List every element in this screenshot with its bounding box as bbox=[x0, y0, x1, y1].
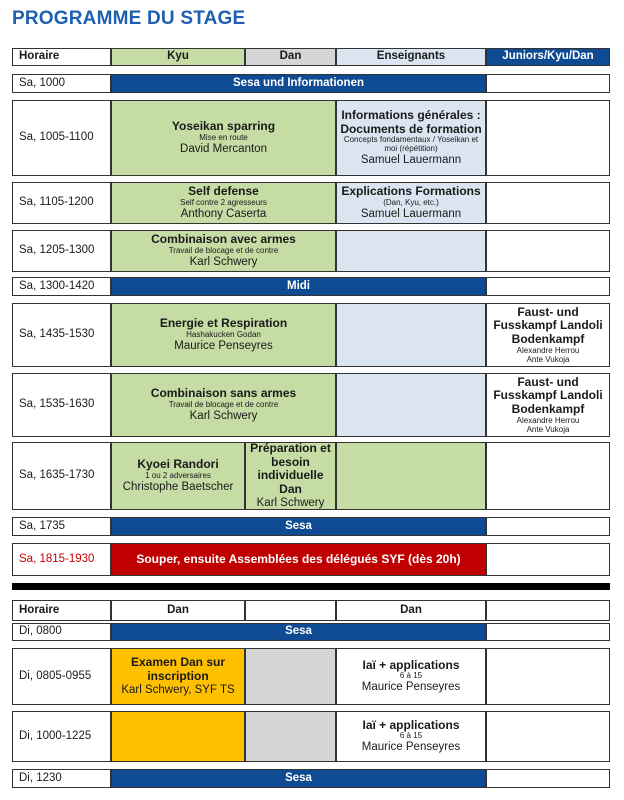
time-cell: Di, 1230 bbox=[12, 769, 111, 788]
time-cell: Sa, 1005-1100 bbox=[12, 100, 111, 176]
banner-sesa: Sesa bbox=[111, 769, 486, 788]
time-cell: Di, 0805-0955 bbox=[12, 648, 111, 705]
session-teacher: David Mercanton bbox=[180, 142, 267, 155]
session-self-defense bbox=[111, 182, 336, 224]
session-teacher: Karl Schwery bbox=[189, 255, 258, 268]
session-teacher: Samuel Lauermann bbox=[360, 207, 462, 220]
session-title: Iaï + applications bbox=[362, 657, 460, 672]
session-combinaison-sans-armes bbox=[111, 373, 336, 437]
session-teacher: Maurice Penseyres bbox=[361, 741, 461, 754]
session-iai-applications bbox=[336, 711, 486, 762]
empty-cell bbox=[245, 648, 336, 705]
header-dan: Dan bbox=[245, 48, 336, 66]
empty-cell bbox=[336, 442, 486, 510]
empty-cell bbox=[336, 373, 486, 437]
session-title: Self defense bbox=[188, 184, 259, 199]
session-subtitle: Concepts fondamentaux / Yoseikan et moi (répétition) bbox=[343, 135, 479, 154]
banner-sesa: Sesa bbox=[111, 623, 486, 641]
session-subtitle: 6 à 15 bbox=[399, 731, 423, 741]
empty-cell bbox=[486, 711, 610, 762]
banner-sesa: Sesa bbox=[111, 517, 486, 536]
session-title: Préparation et besoin individuelle Dan bbox=[250, 442, 331, 497]
session-examen-dan bbox=[111, 648, 245, 705]
empty-cell bbox=[486, 277, 610, 296]
empty-cell bbox=[486, 648, 610, 705]
session-energie-respiration bbox=[111, 303, 336, 367]
header-juniors: Juniors/Kyu/Dan bbox=[486, 48, 610, 66]
empty-cell bbox=[486, 442, 610, 510]
time-cell: Sa, 1205-1300 bbox=[12, 230, 111, 272]
empty-cell bbox=[486, 543, 610, 576]
time-cell: Sa, 1435-1530 bbox=[12, 303, 111, 367]
session-teacher: Alexandre Herrou bbox=[516, 345, 580, 355]
session-teacher: Karl Schwery bbox=[256, 496, 325, 509]
banner-sesa-informationen: Sesa und Informationen bbox=[111, 74, 486, 93]
session-informations-generales bbox=[336, 100, 486, 176]
empty-cell bbox=[486, 100, 610, 176]
header-dan: Dan bbox=[336, 600, 486, 621]
session-title: Informations générales : Documents de formation bbox=[340, 107, 482, 136]
header-dan: Dan bbox=[111, 600, 245, 621]
session-teacher: Maurice Penseyres bbox=[361, 681, 461, 694]
session-title: Iaï + applications bbox=[362, 717, 460, 732]
time-cell: Sa, 1535-1630 bbox=[12, 373, 111, 437]
session-teacher: Karl Schwery, SYF TS bbox=[121, 683, 235, 696]
session-title: Explications Formations bbox=[341, 184, 481, 199]
session-kyoei-randori bbox=[111, 442, 245, 510]
session-title: Examen Dan sur inscription bbox=[130, 655, 226, 683]
empty-cell bbox=[486, 623, 610, 641]
session-title: Kyoei Randori bbox=[137, 457, 219, 472]
session-subtitle: (Dan, Kyu, etc.) bbox=[383, 197, 439, 207]
banner-midi: Midi bbox=[111, 277, 486, 296]
time-cell: Di, 1000-1225 bbox=[12, 711, 111, 762]
empty-cell bbox=[486, 517, 610, 536]
empty-cell bbox=[336, 303, 486, 367]
session-teacher: Christophe Baetscher bbox=[122, 480, 234, 493]
session-subtitle: Travail de blocage et de contre bbox=[168, 245, 279, 255]
session-yoseikan-sparring bbox=[111, 100, 336, 176]
session-title: Combinaison avec armes bbox=[151, 232, 296, 247]
time-cell: Sa, 1815-1930 bbox=[12, 543, 111, 576]
session-faust-fusskampf bbox=[486, 373, 610, 437]
session-subtitle: 1 ou 2 adversaires bbox=[145, 470, 211, 480]
empty-cell bbox=[111, 711, 245, 762]
time-cell: Sa, 1300-1420 bbox=[12, 277, 111, 296]
time-cell: Sa, 1105-1200 bbox=[12, 182, 111, 224]
session-subtitle: Travail de blocage et de contre bbox=[168, 399, 279, 409]
session-faust-fusskampf bbox=[486, 303, 610, 367]
empty-cell bbox=[245, 711, 336, 762]
session-subtitle: Hashakucken Godan bbox=[186, 329, 261, 339]
session-teacher: Karl Schwery bbox=[189, 409, 258, 422]
empty-cell bbox=[486, 182, 610, 224]
session-title: Energie et Respiration bbox=[159, 316, 288, 331]
session-title: Combinaison sans armes bbox=[150, 386, 297, 401]
empty-cell bbox=[486, 230, 610, 272]
empty-cell bbox=[245, 600, 336, 621]
session-teacher: Alexandre Herrou bbox=[516, 415, 580, 425]
time-cell: Sa, 1735 bbox=[12, 517, 111, 536]
empty-cell bbox=[486, 74, 610, 93]
session-teacher: Anthony Caserta bbox=[180, 207, 267, 220]
header-horaire: Horaire bbox=[12, 48, 111, 66]
header-kyu: Kyu bbox=[111, 48, 245, 66]
session-preparation-dan bbox=[245, 442, 336, 510]
session-combinaison-avec-armes bbox=[111, 230, 336, 272]
session-title: Faust- und Fusskampf Landoli Bodenkampf bbox=[493, 304, 603, 347]
session-teacher: Ante Vukoja bbox=[526, 354, 570, 364]
banner-souper-assemblee: Souper, ensuite Assemblées des délégués SYF (dès 20h) bbox=[111, 543, 486, 576]
session-subtitle: Mise en route bbox=[199, 132, 248, 142]
header-enseignants: Enseignants bbox=[336, 48, 486, 66]
day-separator bbox=[12, 583, 610, 590]
time-cell: Sa, 1000 bbox=[12, 74, 111, 93]
page-title: PROGRAMME DU STAGE bbox=[12, 8, 246, 29]
empty-cell bbox=[336, 230, 486, 272]
time-cell: Di, 0800 bbox=[12, 623, 111, 641]
time-cell: Sa, 1635-1730 bbox=[12, 442, 111, 510]
session-iai-applications bbox=[336, 648, 486, 705]
session-teacher: Ante Vukoja bbox=[526, 424, 570, 434]
session-title: Faust- und Fusskampf Landoli Bodenkampf bbox=[493, 374, 603, 417]
empty-cell bbox=[486, 600, 610, 621]
session-teacher: Maurice Penseyres bbox=[174, 339, 273, 352]
header-horaire: Horaire bbox=[12, 600, 111, 621]
session-explications-formations bbox=[336, 182, 486, 224]
session-subtitle: 6 à 15 bbox=[399, 671, 423, 681]
session-subtitle: Self contre 2 agresseurs bbox=[180, 197, 267, 207]
session-teacher: Samuel Lauermann bbox=[360, 153, 462, 166]
empty-cell bbox=[486, 769, 610, 788]
session-title: Yoseikan sparring bbox=[171, 119, 276, 134]
